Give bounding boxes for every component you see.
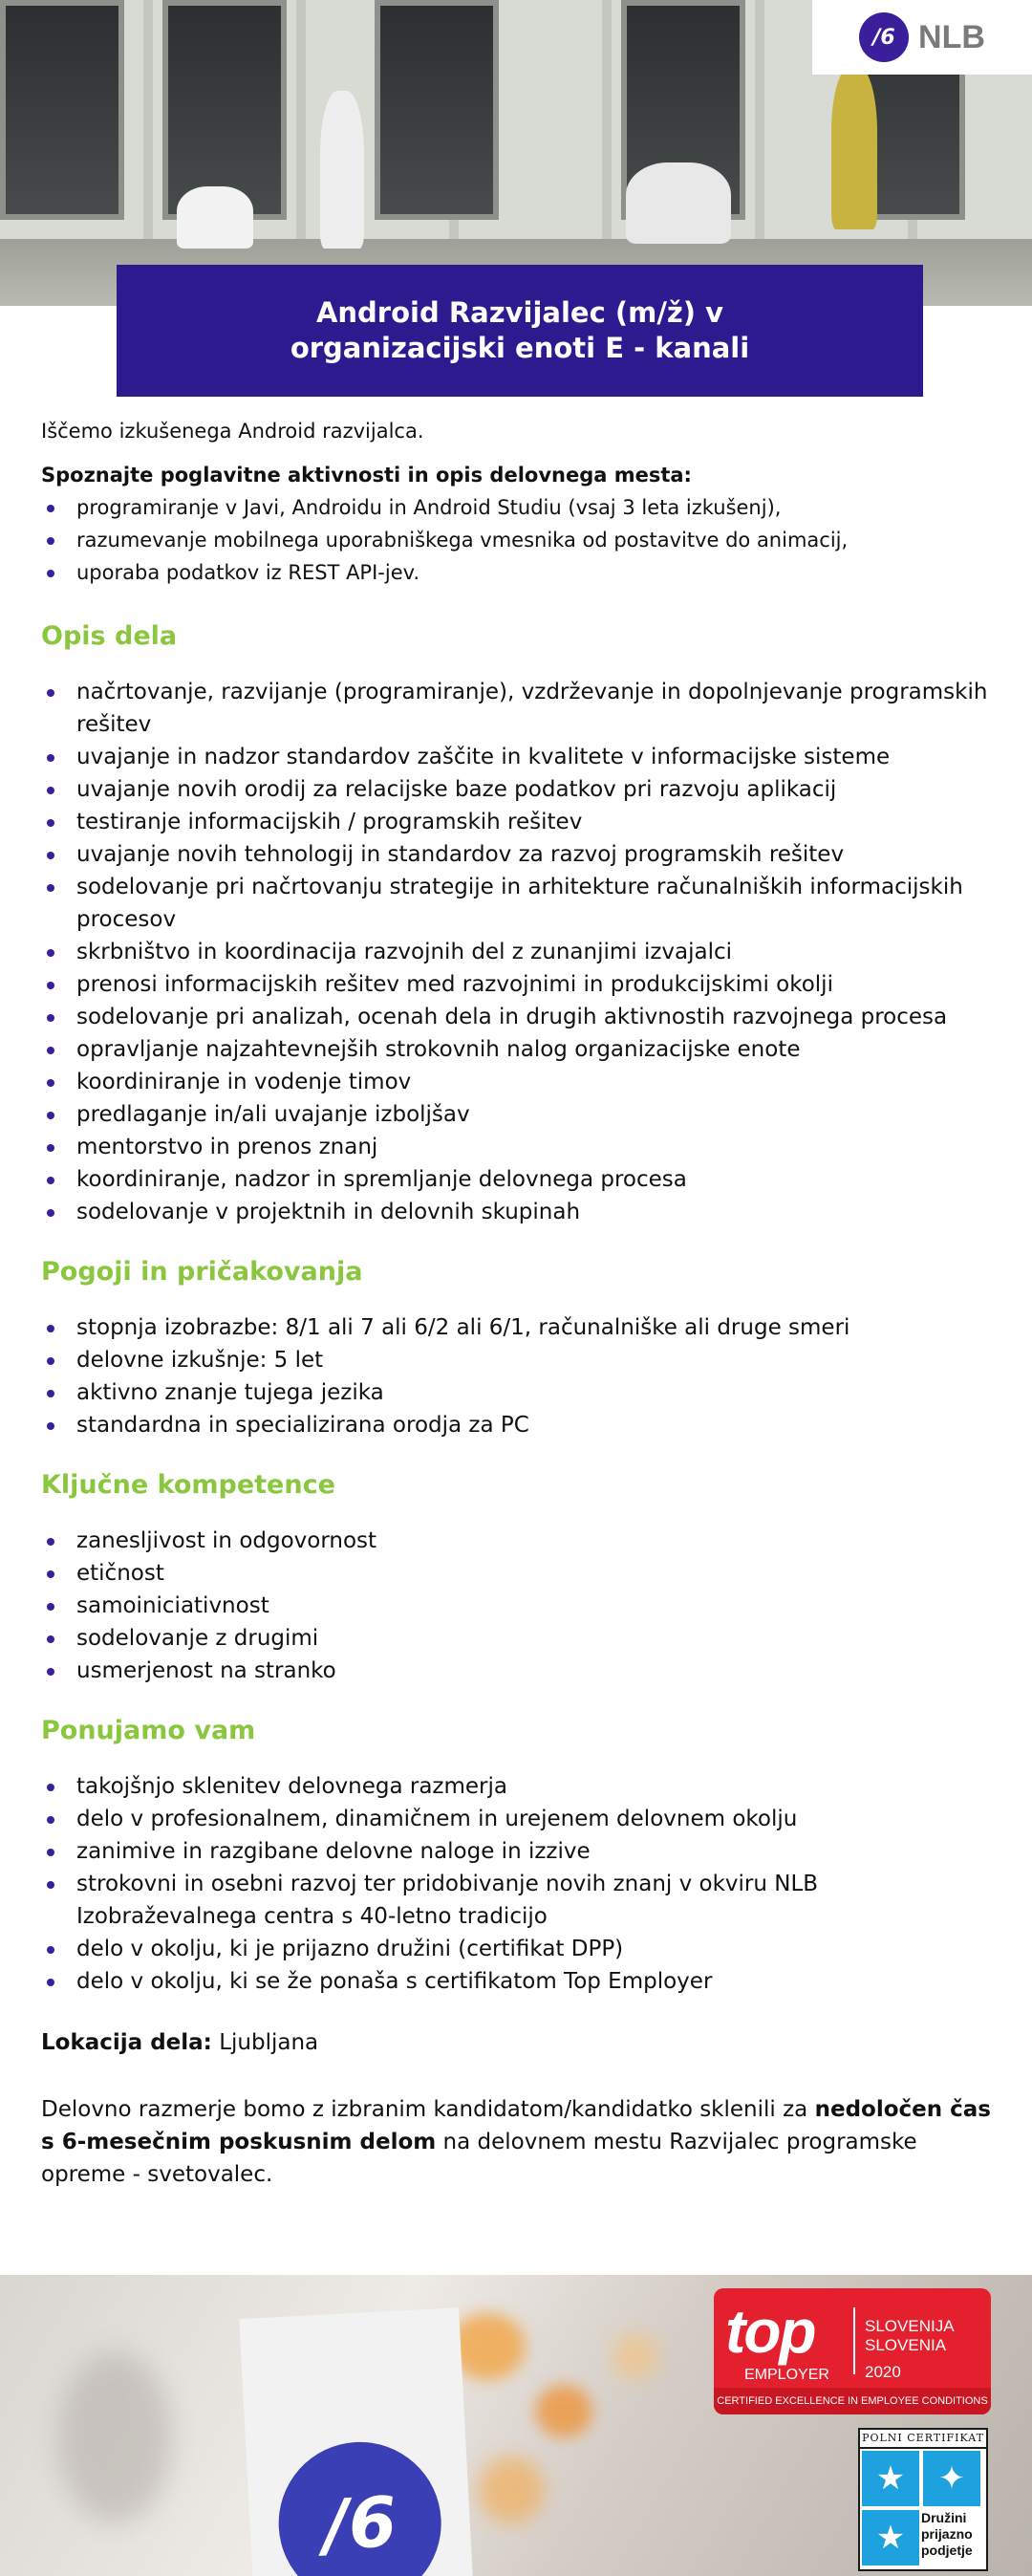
opis-list (41, 676, 997, 1228)
list-item: načrtovanje, razvijanje (programiranje), vzdrževanje in dopolnjevanje programskih rešitev (41, 676, 997, 741)
section-heading: Ključne kompetence (41, 1470, 335, 1500)
closing-bold: nedoločen čas s 6-mesečnim poskusnim delom (41, 2097, 991, 2154)
closing-part2: na delovnem mestu Razvijalec programske opreme - svetovalec. (41, 2130, 917, 2187)
list-item: razumevanje mobilnega uporabniškega vmesnika od postavitve do animacij, (41, 524, 997, 556)
top-employer-country: SLOVENIJA (865, 2317, 955, 2335)
shop-window (375, 0, 499, 220)
list-item: delo v okolju, ki se že ponaša s certifikatom Top Employer (41, 1965, 997, 1998)
dpp-grid (860, 2449, 986, 2571)
nlb-logo-text: NLB (918, 18, 985, 55)
nlb-flag (239, 2307, 473, 2576)
list-item: delo v profesionalnem, dinamičnem in urejenem delovnem okolju (41, 1803, 997, 1835)
nlb-flag-logo-icon: /6 (274, 2438, 445, 2576)
family-figure-icon: ✦ (923, 2451, 980, 2506)
list-item: delovne izkušnje: 5 let (41, 1344, 997, 1376)
list-item: koordiniranje, nadzor in spremljanje delovnega procesa (41, 1163, 997, 1196)
top-employer-word: top (725, 2297, 815, 2366)
list-item: opravljanje najzahtevnejših strokovnih nalog organizacijske enote (41, 1033, 997, 1066)
orange-flower (478, 2457, 545, 2523)
great-dane-dog (626, 162, 731, 244)
family-figure-icon: ★ (862, 2451, 919, 2506)
shop-window (0, 0, 124, 220)
list-item: sodelovanje pri načrtovanju strategije in arhitekture računalniških informacijskih procesov (41, 871, 997, 936)
list-item: etičnost (41, 1557, 997, 1590)
job-description (41, 411, 997, 2191)
divider (853, 2307, 855, 2374)
list-item: sodelovanje pri analizah, ocenah dela in drugih aktivnostih razvojnega procesa (41, 1001, 997, 1033)
top-employer-country-en: SLOVENIA (865, 2336, 947, 2354)
section-opis-dela (41, 621, 997, 1228)
job-title-banner (117, 265, 923, 397)
list-item: uvajanje novih tehnologij in standardov za razvoj programskih rešitev (41, 838, 997, 871)
section-heading: Opis dela (41, 621, 178, 651)
list-item: takojšnjo sklenitev delovnega razmerja (41, 1770, 997, 1803)
orange-flower (535, 2385, 592, 2437)
list-item: koordiniranje in vodenje timov (41, 1066, 997, 1098)
list-item: prenosi informacijskih rešitev med razvojnimi in produkcijskimi okolji (41, 968, 997, 1001)
list-item: stopnja izobrazbe: 8/1 ali 7 ali 6/2 ali 6/1, računalniške ali druge smeri (41, 1311, 997, 1344)
top-employer-year: 2020 (865, 2363, 901, 2381)
ponujamo-list (41, 1770, 997, 1998)
list-item: aktivno znanje tujega jezika (41, 1376, 997, 1409)
nlb-logo (812, 0, 1032, 75)
white-poodle (177, 186, 253, 249)
list-item: delo v okolju, ki je prijazno družini (certifikat DPP) (41, 1933, 997, 1965)
list-item: uvajanje novih orodij za relacijske baze podatkov pri razvoju aplikacij (41, 773, 997, 806)
family-figure-icon: ★ (862, 2510, 919, 2565)
activities-list (41, 491, 997, 589)
list-item: testiranje informacijskih / programskih rešitev (41, 806, 997, 838)
list-item: uvajanje in nadzor standardov zaščite in kvalitete v informacijske sisteme (41, 741, 997, 773)
list-item: sodelovanje v projektnih in delovnih skupinah (41, 1196, 997, 1228)
section-ponujamo (41, 1716, 997, 1998)
list-item: usmerjenost na stranko (41, 1655, 997, 1687)
section-heading: Pogoji in pričakovanja (41, 1257, 363, 1287)
orange-flower (612, 2332, 659, 2380)
dpp-label: Družini prijazno podjetje (921, 2510, 973, 2558)
list-item: predlaganje in/ali uvajanje izboljšav (41, 1098, 997, 1131)
location-label: Lokacija dela: (41, 2030, 212, 2055)
pogoji-list (41, 1311, 997, 1441)
location-value: Ljubljana (219, 2030, 319, 2055)
list-item: standardna in specializirana orodja za PC (41, 1409, 997, 1441)
hero-photo (0, 0, 1032, 306)
background-blur (57, 2351, 172, 2523)
intro-text: Iščemo izkušenega Android razvijalca. (41, 420, 424, 443)
list-item: sodelovanje z drugimi (41, 1622, 997, 1655)
kompetence-list (41, 1525, 997, 1687)
top-employer-strip: CERTIFIED EXCELLENCE IN EMPLOYEE CONDITIONS (714, 2388, 991, 2414)
list-item: programiranje v Javi, Androidu in Android Studiu (vsaj 3 leta izkušenj), (41, 491, 997, 524)
walking-man (831, 67, 877, 229)
section-pogoji (41, 1257, 997, 1441)
section-heading: Ponujamo vam (41, 1716, 256, 1745)
list-item: skrbništvo in koordinacija razvojnih del z zunanjimi izvajalci (41, 936, 997, 968)
list-item: zanimive in razgibane delovne naloge in izzive (41, 1835, 997, 1868)
closing-text (41, 2093, 992, 2191)
dpp-certificate-badge (858, 2428, 988, 2571)
section-kompetence (41, 1470, 997, 1687)
top-employer-badge (714, 2288, 991, 2414)
dpp-heading: POLNI CERTIFIKAT (860, 2430, 986, 2449)
list-item: uporaba podatkov iz REST API-jev. (41, 556, 997, 589)
list-item: samoiniciativnost (41, 1590, 997, 1622)
list-item: strokovni in osebni razvoj ter pridobivanje novih znanj v okviru NLB Izobraževalnega centra s 40-letno tradicijo (41, 1868, 997, 1933)
activities-label: Spoznajte poglavitne aktivnosti in opis delovnega mesta: (41, 464, 692, 487)
location (41, 2026, 997, 2059)
walking-woman (320, 91, 364, 249)
list-item: mentorstvo in prenos znanj (41, 1131, 997, 1163)
top-employer-sub: EMPLOYER (744, 2367, 829, 2383)
nlb-logo-icon: /6 (859, 12, 909, 62)
page-title: Android Razvijalec (m/ž) v organizacijski enoti E - kanali (290, 296, 750, 364)
list-item: zanesljivost in odgovornost (41, 1525, 997, 1557)
closing-part1: Delovno razmerje bomo z izbranim kandidatom/kandidatko sklenili za (41, 2097, 815, 2122)
